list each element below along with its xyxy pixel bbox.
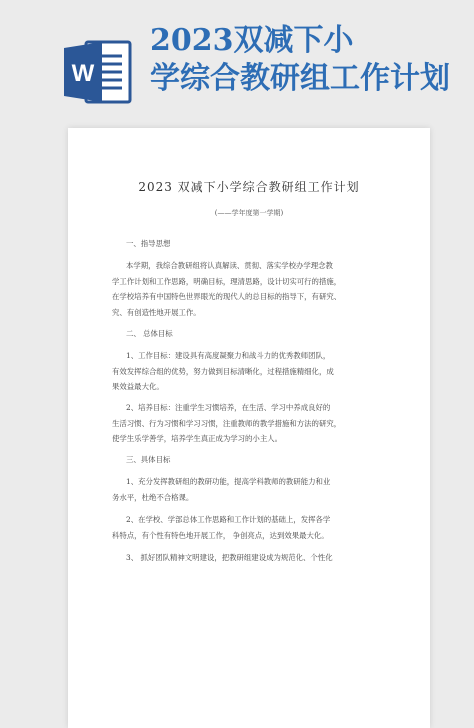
text-line: 务水平，杜绝不合格课。	[112, 492, 194, 502]
svg-text:W: W	[71, 60, 95, 87]
text-line: 2、在学校、学部总体工作思路和工作计划的基础上，发挥各学	[126, 515, 331, 524]
document-page	[68, 128, 430, 728]
paragraph-specific-goal-3	[112, 550, 400, 566]
text-line: 科特点，有个性有特色地开展工作， 争创亮点，达到效果最大化。	[112, 530, 329, 540]
paragraph-training-goals	[112, 400, 400, 447]
document-banner	[0, 0, 474, 118]
text-line: 究、有创造性地开展工作。	[112, 307, 201, 317]
text-line: 学工作计划和工作思路，明确目标，理清思路，设计切实可行的措施，	[112, 276, 342, 286]
text-line: 在学校培养有中国特色世界眼光的现代人的总目标的指导下，有研究、	[112, 292, 342, 301]
paragraph-specific-goal-2	[112, 512, 400, 543]
paragraph-work-goals	[112, 348, 400, 395]
heading-guiding-ideology	[112, 236, 400, 252]
paragraph-guiding-ideology	[112, 258, 400, 320]
text-line: 果效益最大化。	[112, 382, 164, 391]
document-subtitle: (——学年度第一学期)	[214, 209, 284, 217]
banner-title-line-1: 2023双减下小	[150, 23, 354, 58]
text-line: 1、充分发挥教研组的教研功能，提高学科教师的教研能力和业	[126, 477, 331, 486]
heading-overall-goals	[112, 326, 400, 342]
banner-title-line-2: 学综合教研组工作计划	[150, 61, 450, 96]
text-line: 使学生乐学善学，培养学生真正成为学习的小主人。	[112, 434, 282, 443]
paragraph-specific-goal-1	[112, 474, 400, 505]
text-line: 三、具体目标	[126, 455, 171, 464]
text-line: 1、工作目标：建设具有高度凝聚力和战斗力的优秀教师团队，	[126, 351, 331, 360]
word-document-icon	[62, 38, 134, 106]
banner-title	[150, 22, 470, 98]
heading-specific-goals	[112, 452, 400, 468]
text-line: 2、培养目标：注重学生习惯培养，在生活、学习中养成良好的	[126, 403, 331, 412]
text-line: 生活习惯、行为习惯和学习习惯，注重教师的教学措施和方法的研究，	[112, 418, 342, 428]
text-line: 一、指导思想	[126, 239, 171, 248]
text-line: 本学期，我综合教研组将认真解读、贯彻、落实学校办学理念教	[126, 261, 333, 270]
document-title: 2023 双减下小学综合教研组工作计划	[138, 180, 360, 194]
text-line: 3、 抓好团队精神文明建设，把教研组建设成为规范化、个性化	[126, 553, 333, 562]
text-line: 有效发挥综合组的优势，努力做到目标清晰化，过程措施精细化，成	[112, 366, 334, 376]
text-line: 二、 总体目标	[126, 329, 173, 338]
